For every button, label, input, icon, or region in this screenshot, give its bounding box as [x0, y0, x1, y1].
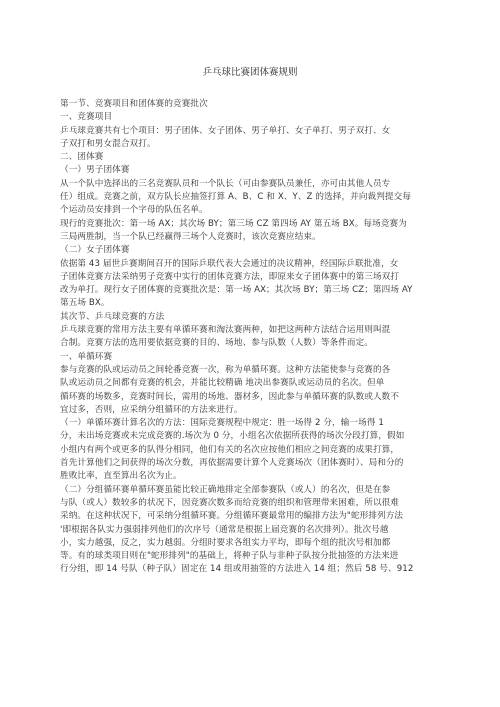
- text-line: 子双打和男女混合双打。: [60, 138, 156, 149]
- text-line: 首先计算他们之间获得的场次分数，再依据需要计算个人竞赛场次（团体赛时）、局和分的: [60, 458, 404, 469]
- text-line: 参与竞赛的队或运动员之间轮番竞赛一次，称为单循环赛。这种方法能使参与竞赛的各: [60, 364, 391, 375]
- text-line: （一）单循环赛计算名次的方法：国际竞赛规程中规定：胜一场得 2 分，输一场得 1: [60, 418, 384, 429]
- text-line: 现行的竞赛批次：第一场 AX；其次场 BY；第三场 CZ 第四场 AY 第五场 BX。每场竞赛为: [60, 218, 407, 229]
- text-line: 第一节、竞赛项目和团体赛的竞赛批次: [60, 99, 208, 109]
- text-line: 其次节、乒乓球竞赛的方法: [60, 311, 165, 322]
- text-line: 依据第 43 届世乒赛期间召开的国际乒联代表大会通过的决议精神，经国际乒联批准，女: [60, 258, 399, 269]
- text-line: 小，实力越强，反之，实力越弱。分组时要求各组实力平均，即每个组的批次号相加都: [60, 537, 391, 548]
- text-line: 从一个队中选择出的三名竞赛队员和一个队长（可由参赛队员兼任，亦可由其他人员专: [60, 178, 391, 189]
- text-line: 子团体竞赛方法采纳男子竞赛中实行的团体竞赛方法，即原来女子团体赛中的第三场双打: [60, 271, 400, 282]
- text-line: 任）组成。竞赛之前，双方队长应抽签打算 A、B、C 和 X、Y、Z 的选择，并向裁判提交每: [60, 192, 412, 203]
- text-line: 队或运动员之间都有竞赛的机会，并能比较精确 地决出参赛队或运动员的名次。但单: [60, 378, 385, 389]
- text-line: 乒乓球竞赛的常用方法主要有单循环赛和淘汰赛两种，如把这两种方法结合运用则叫混: [60, 325, 391, 336]
- text-line: 合制。竞赛方法的选用要依据竞赛的目的、场地、参与队数（人数）等条件而定。: [60, 338, 373, 349]
- text-line: 分，未出场竞赛或未完成竞赛的.场次为 0 分，小组名次依据所获得的场次分段打算，假如: [60, 431, 405, 442]
- text-line: 三局两胜制，当一个队已经赢得三场个人竞赛时，该次竞赛应结束。: [60, 231, 321, 242]
- text-line: 宜过多，否则，应采纳分组循环的方法来进行。: [60, 404, 243, 415]
- text-line: 二、团体赛: [60, 152, 104, 163]
- text-line: （二）分组循环赛单循环赛虽能比较正确地排定全部参赛队（或人）的名次，但是在参: [60, 484, 391, 495]
- text-line: 与队（或人）数较多的状况下，因竞赛次数多而给竞赛的组织和管理带来困难，所以很难: [60, 497, 400, 508]
- document-body: [60, 98, 445, 577]
- text-line: 胜败比率，直至算出名次为止。: [60, 471, 182, 482]
- text-line: 一、单循环赛: [60, 351, 113, 362]
- text-line: 采纳。在这种状况下，可采纳分组循环赛。分组循环赛最常用的编排方法为"蛇形排列方法: [60, 511, 404, 522]
- page-title: 乒乓球比赛团体赛规则: [202, 67, 298, 78]
- text-line: 个运动员安排到一个字母的队伍名单。: [60, 205, 208, 216]
- text-line: 等。有的球类项目则在"蛇形排列"的基础上，将种子队与非种子队按分批抽签的方法来进: [60, 551, 399, 562]
- text-line: 小组内有两个或更多的队得分相同，他们有关的名次应按他们相应之间竞赛的成果打算，: [60, 444, 400, 455]
- text-line: 循环赛的场数多，竞赛时间长，需用的场地、器材多，因此参与单循环赛的队数或人数不: [60, 391, 400, 402]
- text-line: 改为单打。现行女子团体赛的竞赛批次是：第一场 AX；其次场 BY；第三场 CZ；第四场 AY: [60, 285, 413, 296]
- text-line: 一、竞赛项目: [60, 112, 113, 123]
- text-line: （一）男子团体赛: [60, 165, 130, 176]
- text-line: 行分组，即 14 号队（种子队）固定在 14 组或用抽签的方法进入 14 组；然后 58 号、912: [60, 564, 414, 575]
- text-line: 乒乓球竞赛共有七个项目：男子团体、女子团体、男子单打、女子单打、男子双打、女: [60, 125, 391, 136]
- text-line: （二）女子团体赛: [60, 245, 130, 256]
- text-line: 第五场 BX。: [60, 298, 110, 309]
- text-line: '即根据各队实力强弱排列他们的次序号（通常是根据上届竞赛的名次排列）。批次号越: [60, 524, 389, 535]
